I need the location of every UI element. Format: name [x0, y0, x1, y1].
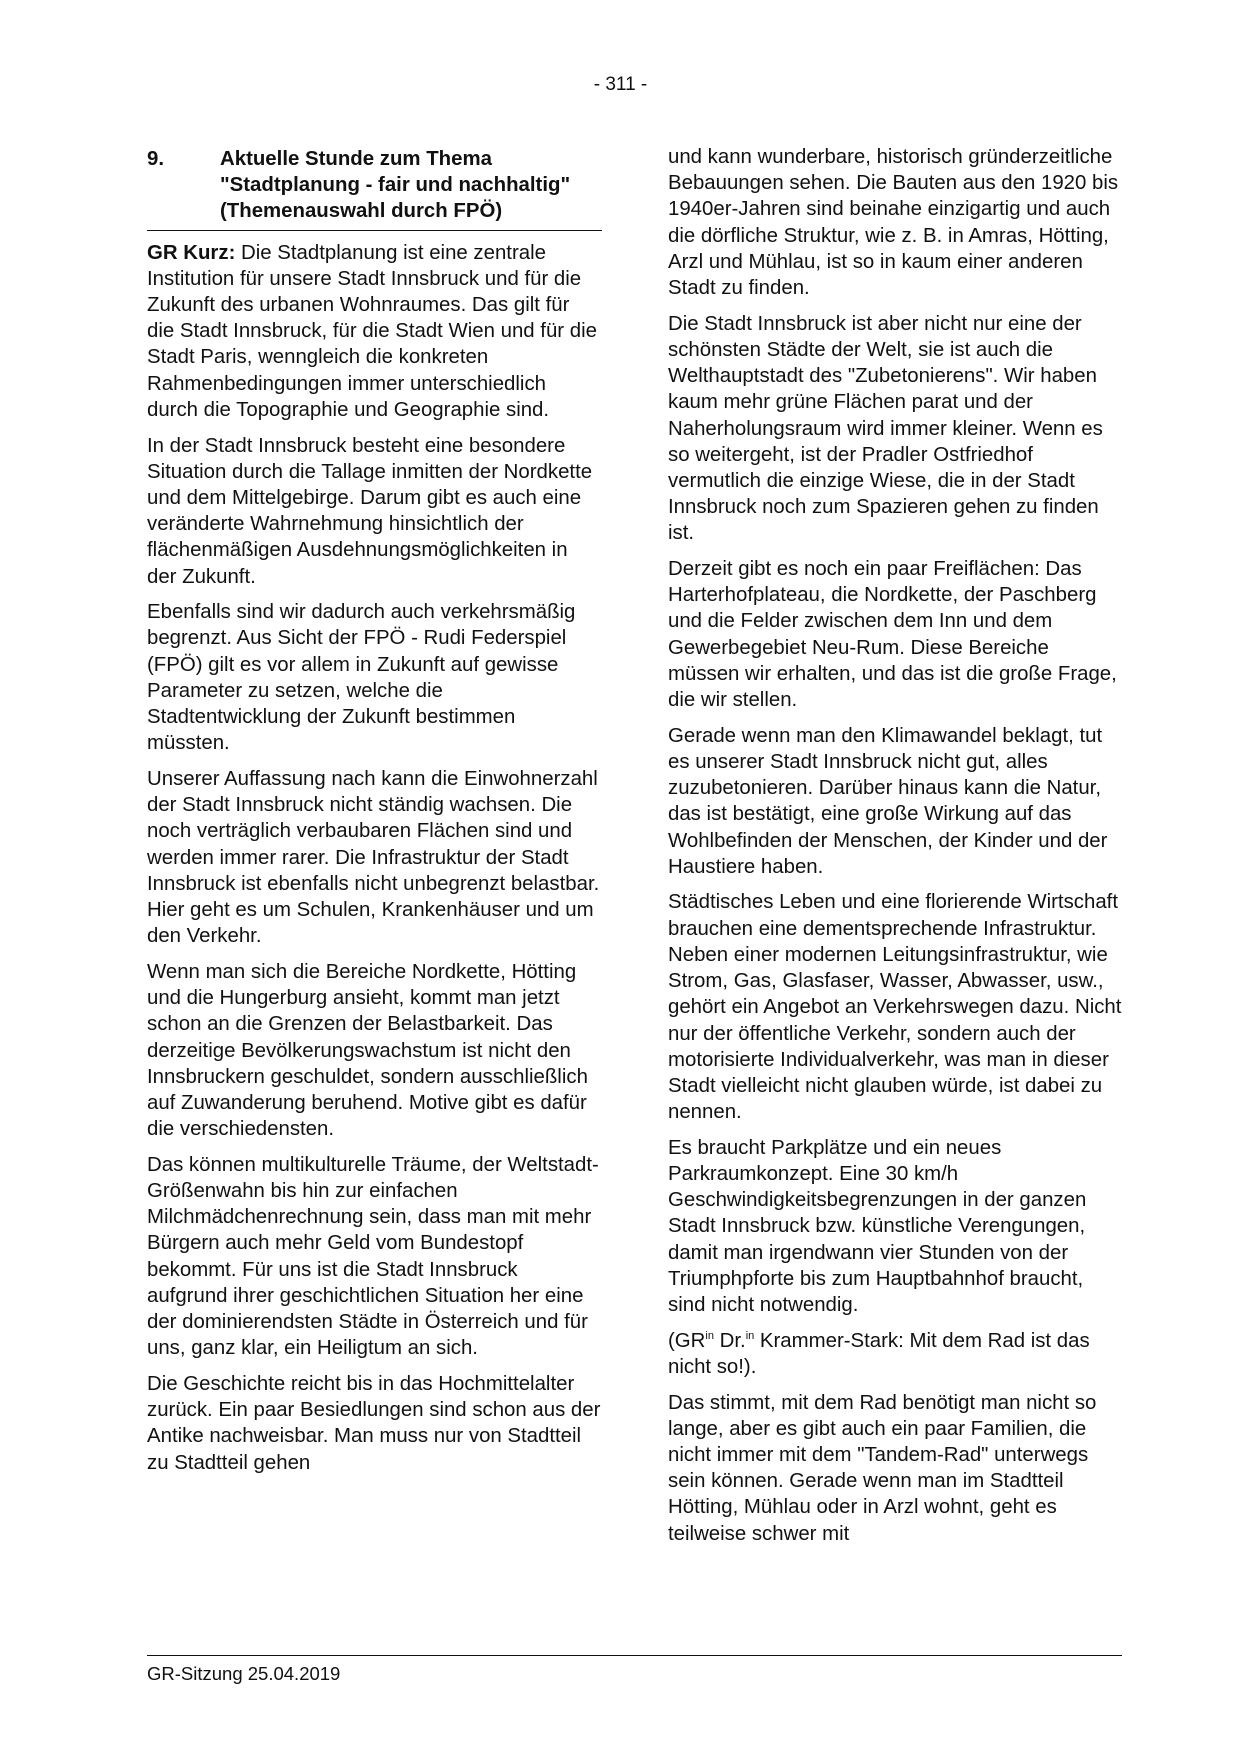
paragraph: GR Kurz: Die Stadtplanung ist eine zentrale Institution für unsere Stadt Innsbruck und für die Zukunft des urbanen Wohnraumes. Das gilt für die Stadt Innsbruck, für die Stadt Wien und für die Stadt Paris, wenngleich die konkreten Rahmenbedingungen immer unterschiedlich durch die Topographie und Geographie sind.	[147, 241, 597, 421]
agenda-heading	[147, 146, 602, 231]
paragraph: Städtisches Leben und eine florierende Wirtschaft brauchen eine dementsprechende Infrastruktur. Neben einer modernen Leitungsinfrastruktur, wie Strom, Gas, Glasfaser, Wasser, Abwasser, usw., gehört ein Angebot an Verkehrswegen dazu. Nicht nur der öffentliche Verkehr, sondern auch der motorisierte Individualverkehr, was man in dieser Stadt vielleicht nicht glauben würde, ist dabei zu nennen.	[668, 891, 1122, 1124]
paragraph: Es braucht Parkplätze und ein neues Parkraumkonzept. Eine 30 km/h Geschwindigkeitsbegrenzungen in der ganzen Stadt Innsbruck bzw. künstliche Verengungen, damit man irgendwann vier Stunden von der Triumphpforte bis zum Hauptbahnhof braucht, sind nicht notwendig.	[668, 1136, 1087, 1317]
agenda-item-number: 9.	[147, 148, 165, 170]
speaker-name: GR Kurz:	[147, 241, 236, 264]
interjection: ($GR^{in}$ Dr.$^{in}$ Krammer-Stark: Mit dem Rad ist das nicht so!).	[668, 1329, 1090, 1378]
page-number: - 311 -	[593, 74, 648, 95]
paragraph: Das stimmt, mit dem Rad benötigt man nicht so lange, aber es gibt auch ein paar Familien, die nicht immer mit dem "Tandem-Rad" unterwegs sein können. Gerade wenn man im Stadtteil Hötting, Mühlau oder in Arzl wohnt, geht es teilweise schwer mit	[668, 1391, 1097, 1545]
left-column	[147, 146, 602, 1485]
paragraph: und kann wunderbare, historisch gründerzeitliche Bebauungen sehen. Die Bauten aus den 1920 bis 1940er-Jahren sind beinahe einzigartig und auch die dörfliche Struktur, wie z. B. in Amras, Hötting, Arzl und Mühlau, ist so in kaum einer anderen Stadt zu finden.	[668, 146, 1119, 300]
footer-divider	[147, 1655, 1122, 1656]
paragraph: Derzeit gibt es noch ein paar Freiflächen: Das Harterhofplateau, die Nordkette, der Paschberg und die Felder zwischen dem Inn und dem Gewerbegebiet Neu-Rum. Diese Bereiche müssen wir erhalten, und das ist die große Frage, die wir stellen.	[668, 558, 1117, 712]
paragraph: Die Stadt Innsbruck ist aber nicht nur eine der schönsten Städte der Welt, sie ist auch die Welthauptstadt des "Zubetonierens". Wir haben kaum mehr grüne Flächen parat und der Naherholungsraum wird immer kleiner. Wenn es so weitergeht, ist der Pradler Ostfriedhof vermutlich die einzige Wiese, die in der Stadt Innsbruck noch zum Spazieren gehen zu finden ist.	[668, 312, 1103, 545]
paragraph: Ebenfalls sind wir dadurch auch verkehrsmäßig begrenzt. Aus Sicht der FPÖ - Rudi Federspiel (FPÖ) gilt es vor allem in Zukunft auf gewisse Parameter zu setzen, welche die Stadtentwicklung der Zukunft bestimmen müssten.	[147, 601, 576, 755]
paragraph: Die Geschichte reicht bis in das Hochmittelalter zurück. Ein paar Besiedlungen sind schon aus der Antike nachweisbar. Man muss nur von Stadtteil zu Stadtteil gehen	[147, 1372, 601, 1474]
right-column	[668, 146, 1123, 1556]
agenda-item-title: Aktuelle Stunde zum Thema "Stadtplanung - fair und nachhaltig" (Themenauswahl durch FPÖ)	[220, 148, 571, 223]
paragraph: In der Stadt Innsbruck besteht eine besondere Situation durch die Tallage inmitten der Nordkette und dem Mittelgebirge. Darum gibt es auch eine veränderte Wahrnehmung hinsichtlich der flächenmäßigen Ausdehnungsmöglichkeiten in der Zukunft.	[147, 434, 593, 588]
paragraph: Das können multikulturelle Träume, der Weltstadt-Größenwahn bis hin zur einfachen Milchmädchenrechnung sein, dass man mit mehr Bürgern auch mehr Geld vom Bundestopf bekommt. Für uns ist die Stadt Innsbruck aufgrund ihrer geschichtlichen Situation her eine der dominierendsten Städte in Österreich und für uns, ganz klar, ein Heiligtum an sich.	[147, 1153, 599, 1360]
paragraph: Unserer Auffassung nach kann die Einwohnerzahl der Stadt Innsbruck nicht ständig wachsen. Die noch verträglich verbaubaren Flächen sind und werden immer rarer. Die Infrastruktur der Stadt Innsbruck ist ebenfalls nicht unbegrenzt belastbar. Hier geht es um Schulen, Krankenhäuser und um den Verkehr.	[147, 767, 600, 948]
paragraph: Gerade wenn man den Klimawandel beklagt, tut es unserer Stadt Innsbruck nicht gut, alles zuzubetonieren. Darüber hinaus kann die Natur, das ist bestätigt, eine große Wirkung auf das Wohlbefinden der Menschen, der Kinder und der Haustiere haben.	[668, 724, 1108, 878]
paragraph: Wenn man sich die Bereiche Nordkette, Hötting und die Hungerburg ansieht, kommt man jetzt schon an die Grenzen der Belastbarkeit. Das derzeitige Bevölkerungswachstum ist nicht den Innsbruckern geschuldet, sondern ausschließlich auf Zuwanderung beruhend. Motive gibt es dafür die verschiedensten.	[147, 960, 588, 1141]
footer-session-date: GR-Sitzung 25.04.2019	[147, 1663, 341, 1684]
